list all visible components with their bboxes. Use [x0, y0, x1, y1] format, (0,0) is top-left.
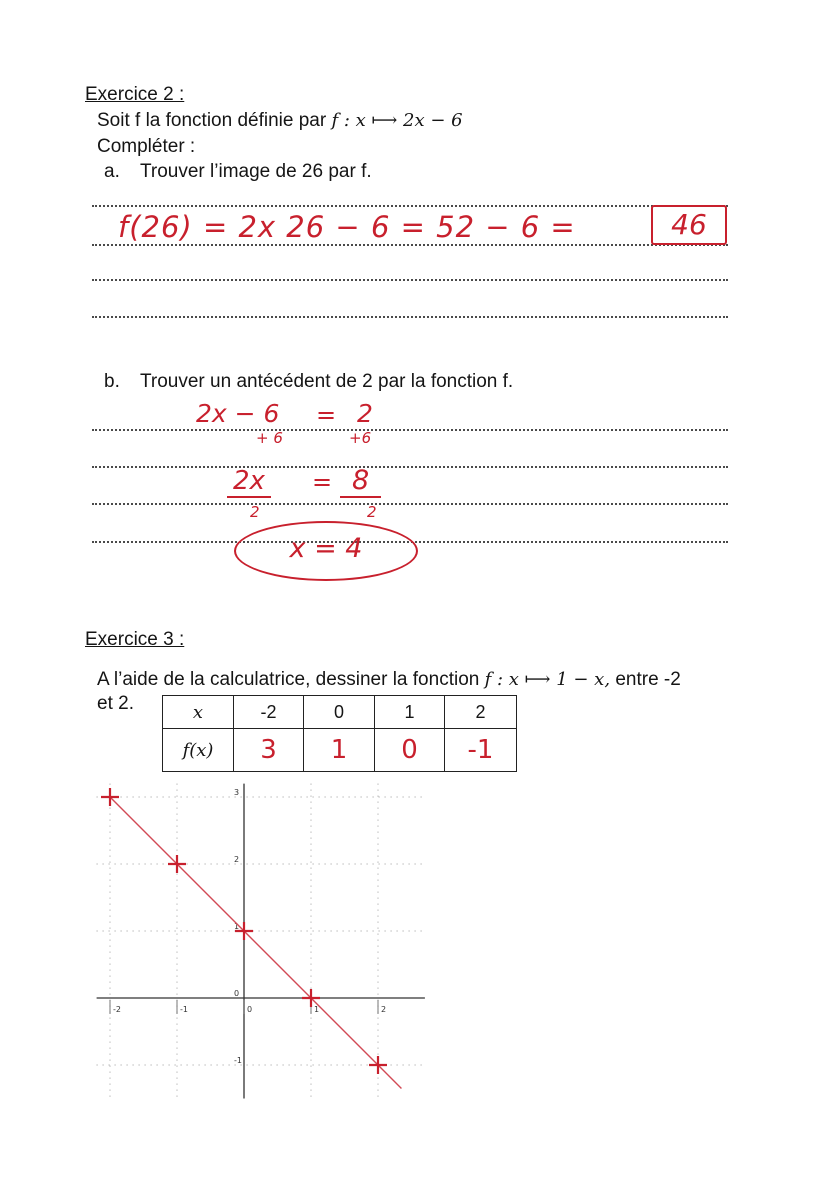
exercise2-function-def: f : x ⟼ 2x − 6 — [331, 110, 463, 131]
exercise3-instruction-text: A l’aide de la calculatrice, dessiner la fonction — [97, 669, 480, 690]
answer-a-handwritten: f(26) = 2x 26 − 6 = 52 − 6 = — [118, 210, 576, 244]
exercise3-instruction-wrap: et 2. — [97, 693, 134, 714]
step2-left: 2x — [227, 466, 271, 498]
table-fx-value: 0 — [375, 729, 445, 772]
table-fx-value: -1 — [445, 729, 517, 772]
table-x-value: -2 — [234, 696, 304, 729]
table-fx-value: 1 — [304, 729, 375, 772]
x-tick-label: -2 — [113, 1005, 121, 1014]
x-tick-label: -1 — [180, 1005, 188, 1014]
y-tick-label: 1 — [234, 922, 240, 931]
step1-right: 2 — [357, 399, 373, 428]
y-tick-label: -1 — [234, 1056, 242, 1065]
exercise2-intro-text: Soit f la fonction définie par — [97, 110, 327, 131]
table-header-x: x — [163, 696, 234, 729]
table-x-value: 1 — [375, 696, 445, 729]
exercise2-complete: Compléter : — [97, 136, 196, 157]
x-tick-label: 1 — [314, 1005, 320, 1014]
table-x-value: 0 — [304, 696, 375, 729]
step2-div-left: 2 — [250, 503, 260, 521]
exercise3-title: Exercice 3 : — [85, 629, 185, 650]
exercise2-title: Exercice 2 : — [85, 84, 185, 105]
step2-div-right: 2 — [367, 503, 377, 521]
step2-equals: = — [312, 468, 333, 496]
table-header-fx: f(x) — [163, 729, 234, 772]
step1-add-right: +6 — [349, 429, 372, 447]
exercise2-part-a-label: a. — [104, 161, 120, 182]
table-fx-value: 3 — [234, 729, 304, 772]
result-circled: x = 4 — [234, 521, 418, 581]
table-x-value: 2 — [445, 696, 517, 729]
y-tick-label: 3 — [234, 788, 240, 797]
step1-left: 2x − 6 — [196, 399, 280, 428]
step1-equals: = — [316, 401, 337, 429]
y-tick-label: 0 — [234, 989, 240, 998]
step1-add-left: + 6 — [256, 429, 283, 447]
exercise2-part-b-question: Trouver un antécédent de 2 par la fonction f. — [140, 371, 514, 392]
exercise3-instruction-end: entre -2 — [615, 669, 681, 690]
answer-a-boxed: 46 — [651, 205, 727, 245]
x-tick-label: 0 — [247, 1005, 253, 1014]
step2-right: 8 — [340, 465, 381, 498]
exercise2-part-b-label: b. — [104, 371, 120, 392]
exercise2-part-a-question: Trouver l’image de 26 par f. — [140, 161, 372, 182]
y-tick-label: 2 — [234, 855, 240, 864]
exercise3-function-def: f : x ⟼ 1 − x, — [484, 669, 611, 690]
function-line — [110, 797, 401, 1088]
x-tick-label: 2 — [381, 1005, 387, 1014]
